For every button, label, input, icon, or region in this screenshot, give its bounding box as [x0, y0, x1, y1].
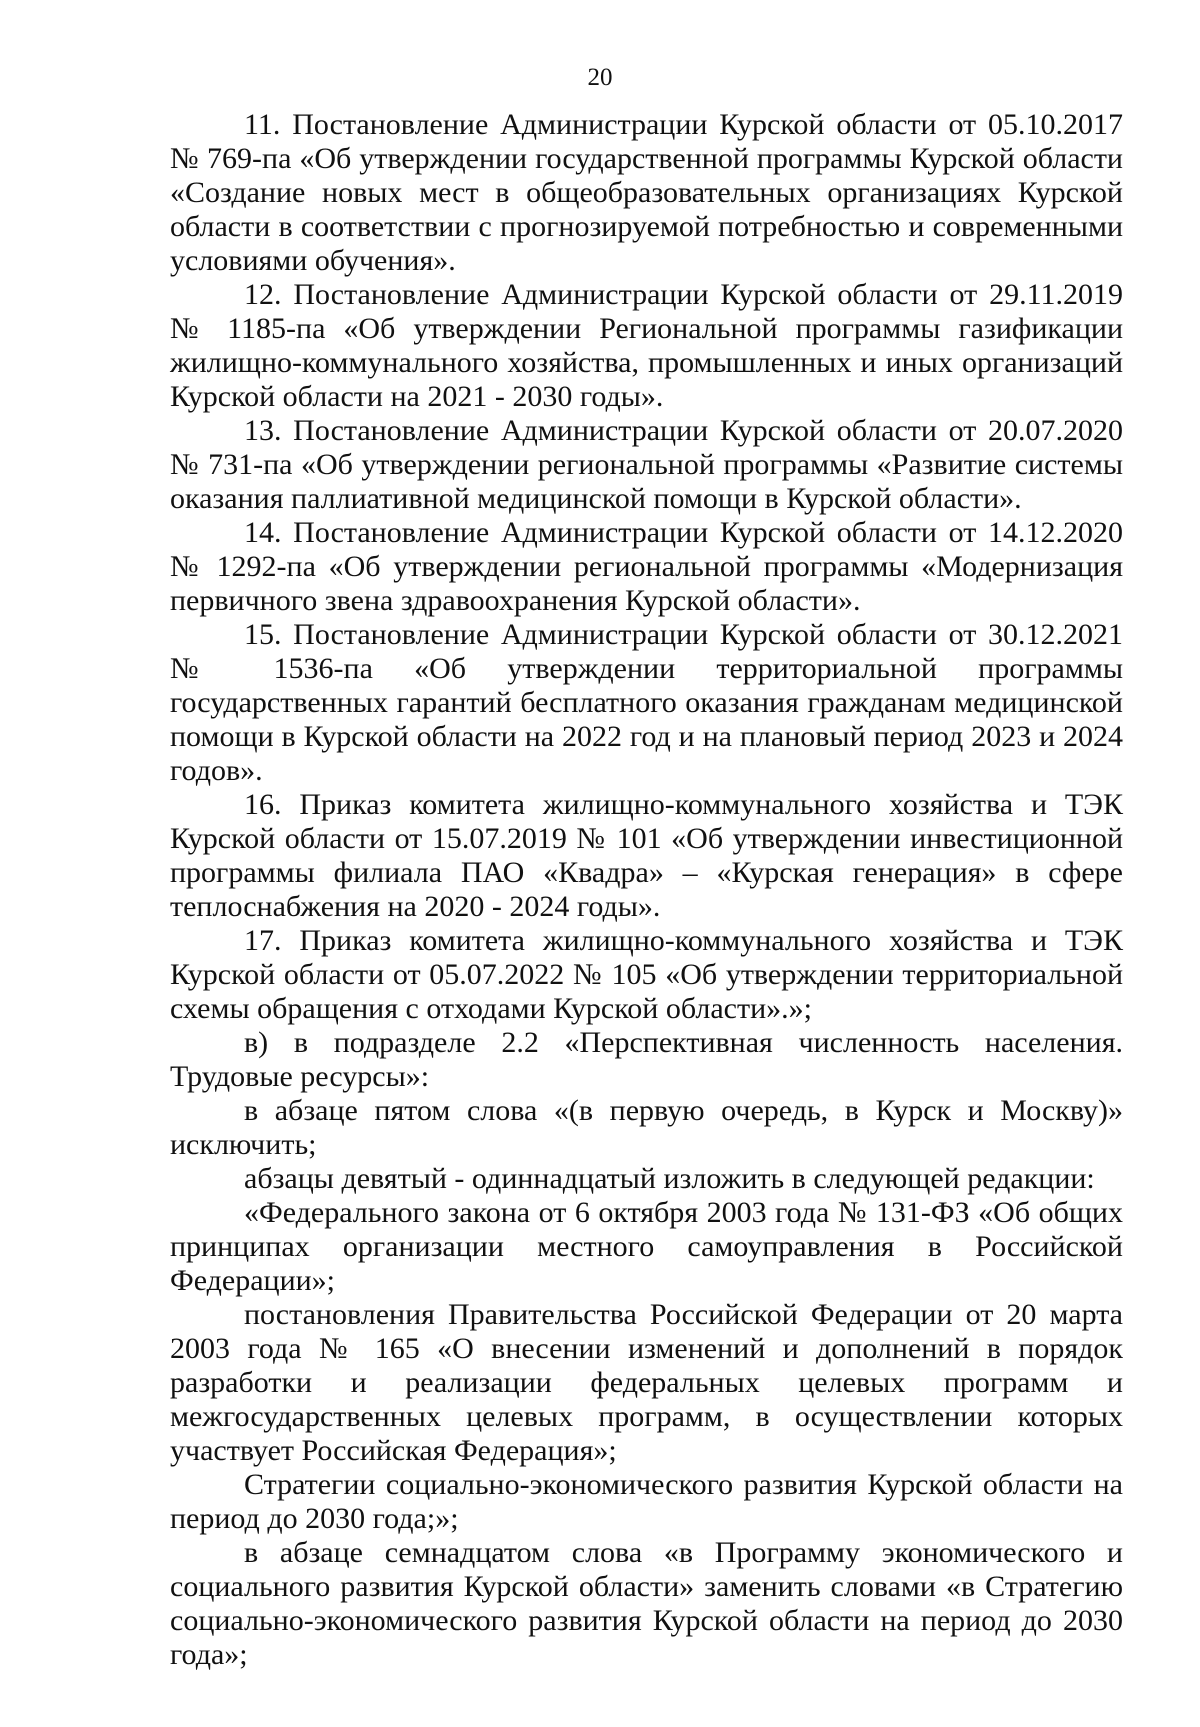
list-item-13: 13. Постановление Администрации Курской области от 20.07.2020 № 731-па «Об утверждении региональной программы «Развитие системы оказания паллиативной медицинской помощи в Курской области».: [170, 414, 1123, 515]
paragraph-subsection-2-2: в) в подразделе 2.2 «Перспективная численность населения. Трудовые ресурсы»:: [170, 1026, 1123, 1093]
list-item-12: 12. Постановление Администрации Курской области от 29.11.2019 № 1185-па «Об утверждении Региональной программы газификации жилищно-коммунального хозяйства, промышленных и иных организаций Курской области на 2021 - 2030 годы».: [170, 278, 1123, 413]
paragraph-federal-law: «Федерального закона от 6 октября 2003 года № 131-ФЗ «Об общих принципах организации местного самоуправления в Российской Федерации»;: [170, 1196, 1123, 1297]
list-item-14: 14. Постановление Администрации Курской области от 14.12.2020 № 1292-па «Об утверждении региональной программы «Модернизация первичного звена здравоохранения Курской области».: [170, 516, 1123, 617]
list-item-17: 17. Приказ комитета жилищно-коммунального хозяйства и ТЭК Курской области от 05.07.2022 № 105 «Об утверждении территориальной схемы обращения с отходами Курской области».»;: [170, 924, 1123, 1025]
paragraph-fifth-abzats: в абзаце пятом слова «(в первую очередь, в Курск и Москву)» исключить;: [170, 1094, 1123, 1161]
paragraph-seventeenth-abzats: в абзаце семнадцатом слова «в Программу экономического и социального развития Курской области» заменить словами «в Стратегию социально-экономического развития Курской области на период до 2030 года»;: [170, 1536, 1123, 1671]
paragraph-ninth-eleventh: абзацы девятый - одиннадцатый изложить в следующей редакции:: [244, 1162, 1095, 1195]
list-item-11: 11. Постановление Администрации Курской области от 05.10.2017 № 769-па «Об утверждении государственной программы Курской области «Создание новых мест в общеобразовательных организациях Курской области в соответствии с прогнозируемой потребностью и современными условиями обучения».: [170, 108, 1123, 277]
paragraph-strategy: Стратегии социально-экономического развития Курской области на период до 2030 года;»;: [170, 1468, 1123, 1535]
paragraph-government-decree: постановления Правительства Российской Федерации от 20 марта 2003 года № 165 «О внесении изменений и дополнений в порядок разработки и реализации федеральных целевых программ и межгосударственных целевых программ, в осуществлении которых участвует Российская Федерация»;: [170, 1298, 1123, 1467]
document-body: [170, 108, 1123, 1672]
page-number: 20: [587, 64, 613, 91]
list-item-15: 15. Постановление Администрации Курской области от 30.12.2021 № 1536-па «Об утверждении территориальной программы государственных гарантий бесплатного оказания гражданам медицинской помощи в Курской области на 2022 год и на плановый период 2023 и 2024 годов».: [170, 618, 1123, 787]
list-item-16: 16. Приказ комитета жилищно-коммунального хозяйства и ТЭК Курской области от 15.07.2019 № 101 «Об утверждении инвестиционной программы филиала ПАО «Квадра» – «Курская генерация» в сфере теплоснабжения на 2020 - 2024 годы».: [170, 788, 1123, 923]
